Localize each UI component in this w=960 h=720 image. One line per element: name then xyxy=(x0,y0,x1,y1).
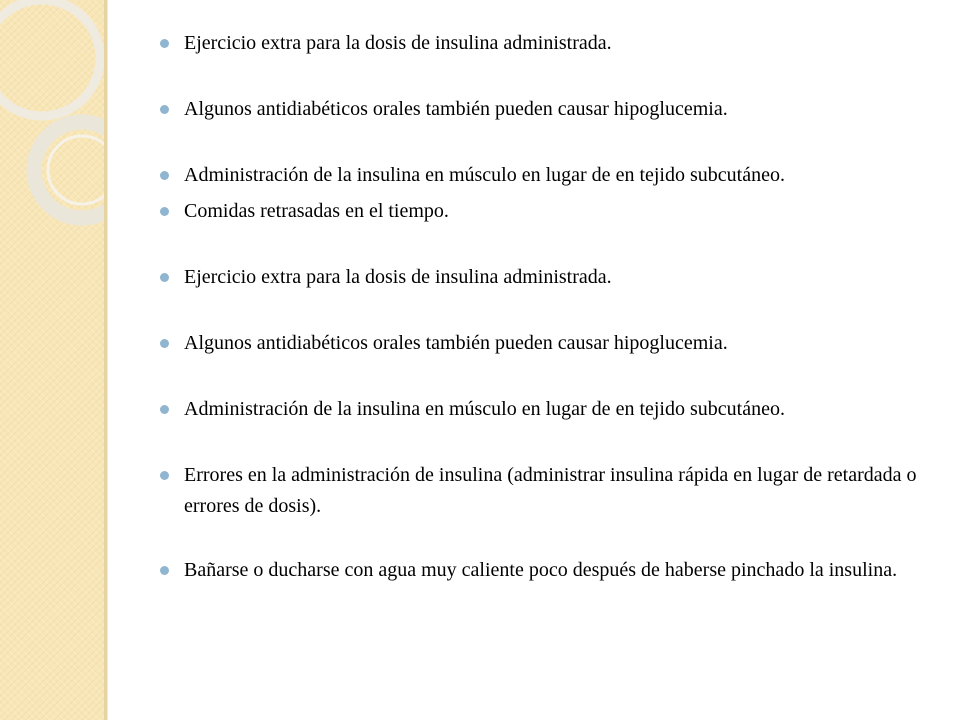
bullet-text: Comidas retrasadas en el tiempo. xyxy=(184,200,449,222)
bullet-dot-icon xyxy=(160,566,169,575)
bullet-item xyxy=(160,262,950,293)
bullet-dot-icon xyxy=(160,105,169,114)
bullet-item xyxy=(160,460,950,522)
bullet-list xyxy=(160,28,950,586)
decorative-ring-inner xyxy=(48,136,104,204)
panel-divider-highlight xyxy=(107,0,108,720)
bullet-dot-icon xyxy=(160,171,169,180)
bullet-text: Ejercicio extra para la dosis de insulina administrada. xyxy=(184,266,612,288)
bullet-text: Administración de la insulina en músculo en lugar de en tejido subcutáneo. xyxy=(184,398,785,420)
bullet-dot-icon xyxy=(160,207,169,216)
decorative-side-panel xyxy=(0,0,104,720)
decorative-rings-graphic xyxy=(0,0,104,720)
bullet-item xyxy=(160,555,950,586)
bullet-text: Errores en la administración de insulina (administrar insulina rápida en lugar de retardada o errores de dosis). xyxy=(184,464,917,517)
bullet-dot-icon xyxy=(160,39,169,48)
bullet-text: Algunos antidiabéticos orales también pueden causar hipoglucemia. xyxy=(184,98,728,120)
bullet-dot-icon xyxy=(160,339,169,348)
bullet-dot-icon xyxy=(160,471,169,480)
bullet-text: Ejercicio extra para la dosis de insulina administrada. xyxy=(184,32,612,54)
bullet-item xyxy=(160,160,950,191)
decorative-ring-large xyxy=(0,0,100,116)
bullet-item xyxy=(160,94,950,125)
bullet-item xyxy=(160,196,950,227)
decorative-ring-medium xyxy=(34,122,104,218)
bullet-dot-icon xyxy=(160,273,169,282)
bullet-text: Bañarse o ducharse con agua muy caliente poco después de haberse pinchado la insulina. xyxy=(184,559,898,581)
bullet-item xyxy=(160,394,950,425)
bullet-text: Algunos antidiabéticos orales también pueden causar hipoglucemia. xyxy=(184,332,728,354)
bullet-item xyxy=(160,28,950,59)
bullet-dot-icon xyxy=(160,405,169,414)
bullet-text: Administración de la insulina en músculo en lugar de en tejido subcutáneo. xyxy=(184,164,785,186)
bullet-item xyxy=(160,328,950,359)
